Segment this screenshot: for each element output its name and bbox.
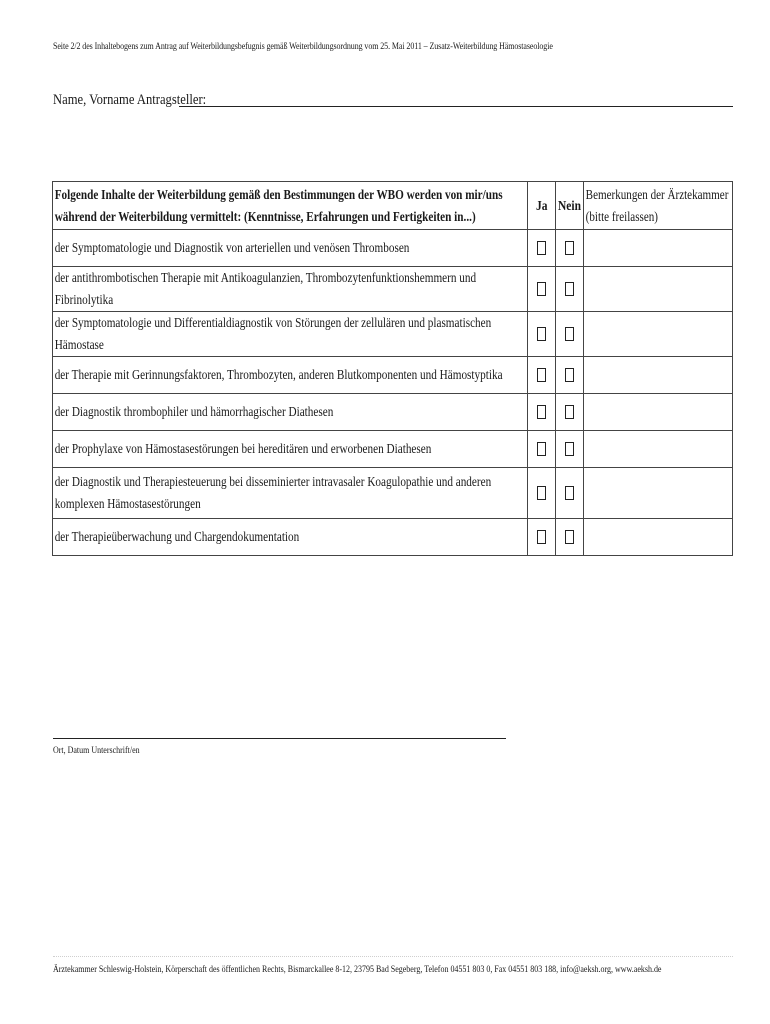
row-text: der Diagnostik und Therapiesteuerung bei disseminierter intravasaler Koagulopathie und anderen komplexen Hämostasestörungen xyxy=(54,474,492,511)
ja-checkbox[interactable] xyxy=(537,282,546,296)
ja-checkbox[interactable] xyxy=(537,241,546,255)
nein-checkbox[interactable] xyxy=(565,241,574,255)
nein-checkbox[interactable] xyxy=(565,327,574,341)
remarks-cell[interactable] xyxy=(584,267,733,312)
table-row xyxy=(53,312,733,357)
nein-checkbox[interactable] xyxy=(565,442,574,456)
ja-cell xyxy=(528,394,556,431)
table-row xyxy=(53,357,733,394)
row-text: der antithrombotischen Therapie mit Antikoagulanzien, Thrombozytenfunktionshemmern und Fibrinolytika xyxy=(54,270,477,307)
row-text-cell xyxy=(53,357,528,394)
row-text-cell xyxy=(53,431,528,468)
ja-checkbox[interactable] xyxy=(537,442,546,456)
ja-cell xyxy=(528,230,556,267)
nein-cell xyxy=(556,230,584,267)
table-row xyxy=(53,267,733,312)
table-row xyxy=(53,519,733,556)
content-table xyxy=(52,181,733,556)
ja-checkbox[interactable] xyxy=(537,486,546,500)
table-header-remarks xyxy=(584,182,733,230)
nein-cell xyxy=(556,468,584,519)
row-text: der Therapie mit Gerinnungsfaktoren, Thrombozyten, anderen Blutkomponenten und Hämostyptika xyxy=(54,367,503,382)
nein-checkbox[interactable] xyxy=(565,486,574,500)
remarks-cell[interactable] xyxy=(584,431,733,468)
page-footer: Ärztekammer Schleswig-Holstein, Körperschaft des öffentlichen Rechts, Bismarckallee 8-12, 23795 Bad Segeberg, Telefon 04551 803 0, Fax 04551 803 188, info@aeksh.org, www.aeksh.de xyxy=(53,965,662,975)
row-text: der Symptomatologie und Differentialdiagnostik von Störungen der zellulären und plasmatischen Hämostase xyxy=(54,315,492,352)
table-header-content-text: Folgende Inhalte der Weiterbildung gemäß den Bestimmungen der WBO werden von mir/uns während der Weiterbildung vermittelt: (Kenntnisse, Erfahrungen und Fertigkeiten in...) xyxy=(54,186,503,224)
nein-checkbox[interactable] xyxy=(565,368,574,382)
page-header: Seite 2/2 des Inhaltebogens zum Antrag auf Weiterbildungsbefugnis gemäß Weiterbildungsordnung vom 25. Mai 2011 – Zusatz-Weiterbildung Hämostaseologie xyxy=(53,42,553,52)
ja-cell xyxy=(528,431,556,468)
table-header-content xyxy=(53,182,528,230)
row-text: der Symptomatologie und Diagnostik von arteriellen und venösen Thrombosen xyxy=(54,240,410,255)
remarks-cell[interactable] xyxy=(584,230,733,267)
nein-checkbox[interactable] xyxy=(565,530,574,544)
table-header-remarks-label: Bemerkungen der Ärztekammer (bitte freilassen) xyxy=(585,186,729,224)
applicant-name-label: Name, Vorname Antragsteller: xyxy=(53,92,207,108)
row-text-cell xyxy=(53,230,528,267)
nein-cell xyxy=(556,519,584,556)
footer-divider xyxy=(53,956,733,957)
table-header-nein-label: Nein xyxy=(558,197,581,213)
row-text-cell xyxy=(53,312,528,357)
table-header-ja-label: Ja xyxy=(535,197,548,213)
ja-cell xyxy=(528,468,556,519)
table-row xyxy=(53,230,733,267)
applicant-name-field[interactable] xyxy=(179,106,733,107)
ja-checkbox[interactable] xyxy=(537,530,546,544)
signature-line[interactable] xyxy=(53,738,506,739)
row-text-cell xyxy=(53,519,528,556)
row-text-cell xyxy=(53,468,528,519)
nein-cell xyxy=(556,312,584,357)
ja-cell xyxy=(528,312,556,357)
ja-checkbox[interactable] xyxy=(537,368,546,382)
row-text: der Diagnostik thrombophiler und hämorrhagischer Diathesen xyxy=(54,404,334,419)
table-header-nein xyxy=(556,182,584,230)
row-text-cell xyxy=(53,267,528,312)
applicant-name-row xyxy=(53,92,733,110)
remarks-cell[interactable] xyxy=(584,519,733,556)
table-header-ja xyxy=(528,182,556,230)
remarks-cell[interactable] xyxy=(584,394,733,431)
row-text-cell xyxy=(53,394,528,431)
ja-cell xyxy=(528,267,556,312)
remarks-cell[interactable] xyxy=(584,312,733,357)
signature-label: Ort, Datum Unterschrift/en xyxy=(53,746,140,756)
table-header-row xyxy=(53,182,733,230)
nein-checkbox[interactable] xyxy=(565,282,574,296)
nein-cell xyxy=(556,267,584,312)
table-row xyxy=(53,431,733,468)
ja-checkbox[interactable] xyxy=(537,327,546,341)
ja-cell xyxy=(528,357,556,394)
row-text: der Prophylaxe von Hämostasestörungen bei hereditären und erworbenen Diathesen xyxy=(54,441,432,456)
ja-checkbox[interactable] xyxy=(537,405,546,419)
nein-cell xyxy=(556,394,584,431)
table-row xyxy=(53,394,733,431)
remarks-cell[interactable] xyxy=(584,468,733,519)
remarks-cell[interactable] xyxy=(584,357,733,394)
nein-cell xyxy=(556,357,584,394)
nein-checkbox[interactable] xyxy=(565,405,574,419)
table-row xyxy=(53,468,733,519)
row-text: der Therapieüberwachung und Chargendokumentation xyxy=(54,529,300,544)
nein-cell xyxy=(556,431,584,468)
ja-cell xyxy=(528,519,556,556)
